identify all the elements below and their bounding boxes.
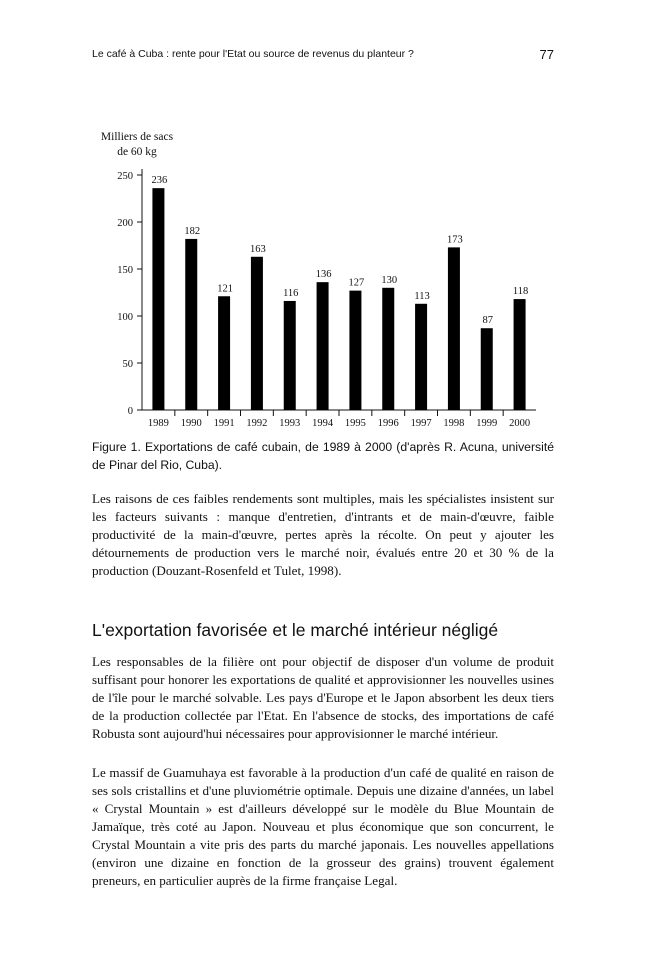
bar: [382, 288, 394, 410]
bar-value-label: 130: [381, 274, 398, 286]
bar: [481, 328, 493, 410]
bar: [448, 247, 460, 410]
x-tick-label: 1998: [443, 418, 465, 428]
x-tick-label: 1992: [246, 418, 268, 428]
bar-value-label: 236: [151, 175, 168, 187]
bar-value-label: 87: [482, 315, 493, 327]
x-tick-label: 1989: [147, 418, 169, 428]
y-tick-label: 250: [117, 171, 133, 182]
bar-value-label: 118: [512, 286, 529, 298]
x-tick-label: 1996: [377, 418, 399, 428]
figure-caption: Figure 1. Exportations de café cubain, de 1989 à 2000 (d'après R. Acuna, université de Pinar del Rio, Cuba).: [92, 440, 554, 472]
bar-value-label: 113: [414, 290, 430, 302]
bar: [514, 299, 526, 410]
x-tick-label: 2000: [509, 418, 531, 428]
y-tick-label: 200: [117, 218, 133, 229]
y-tick-label: 100: [117, 312, 133, 323]
bar: [349, 291, 361, 410]
bar-value-label: 163: [250, 243, 266, 255]
y-axis-label-line2: de 60 kg: [117, 146, 157, 158]
bar-value-label: 182: [184, 225, 201, 237]
paragraph-3: Le massif de Guamuhaya est favorable à la production d'un café de qualité en raison de ses sols cristallins et d'une pluviométrie optimale. Depuis une dizaine d'années, un label « Crystal Mountain » est d'ailleurs développé sur le modèle du Blue Mountain de Jamaïque, très coté au Japon. Nouveau et plus économique que son concurrent, le Crystal Mountain a vite pris des parts du marché japonais. Les nouvelles appellations (environ une dizaine en fonction de la grosseur des grains) trouvent également preneurs, en particulier auprès de la firme française Legal.: [92, 765, 554, 888]
x-tick-label: 1999: [476, 418, 498, 428]
x-tick-label: 1991: [213, 418, 235, 428]
x-tick-label: 1994: [312, 418, 334, 428]
bar: [251, 257, 263, 410]
x-tick-label: 1995: [344, 418, 366, 428]
y-tick-label: 0: [127, 406, 133, 417]
bar: [284, 301, 296, 410]
bar-value-label: 121: [217, 283, 233, 295]
bar-value-label: 116: [283, 287, 299, 299]
export-bar-chart: [92, 128, 552, 428]
y-axis-label-line1: Milliers de sacs: [100, 131, 174, 143]
bar-value-label: 127: [348, 277, 365, 289]
chart-plot-area: [117, 169, 536, 428]
bar: [152, 188, 164, 410]
bar-value-label: 173: [447, 234, 463, 246]
x-tick-label: 1997: [410, 418, 432, 428]
bar-value-label: 136: [315, 269, 332, 281]
x-tick-label: 1990: [180, 418, 202, 428]
paragraph-2: Les responsables de la filière ont pour objectif de disposer d'un volume de produit suffisant pour honorer les exportations de qualité et approvisionner les nouvelles usines de l'île pour le marché solvable. Les pays d'Europe et le Japon absorbent les deux tiers de la production collectée par l'Etat. En l'absence de stocks, des importations de café Robusta sont aujourd'hui nécessaires pour approvisionner le marché intérieur.: [92, 654, 554, 741]
section-heading: L'exportation favorisée et le marché intérieur négligé: [92, 620, 499, 640]
running-title: Le café à Cuba : rente pour l'Etat ou source de revenus du planteur ?: [92, 48, 414, 60]
y-tick-label: 150: [117, 265, 133, 276]
bar: [185, 239, 197, 410]
bar: [218, 296, 230, 410]
y-tick-label: 50: [122, 359, 133, 370]
page-number: 77: [539, 47, 554, 62]
x-tick-label: 1993: [279, 418, 301, 428]
bar: [317, 282, 329, 410]
paragraph-1: Les raisons de ces faibles rendements sont multiples, mais les spécialistes insistent sur les facteurs suivants : manque d'entretien, d'intrants et de main-d'œuvre, faible productivité de la main-d'œuvre, pertes après la récolte. On peut y ajouter les détournements de production vers le marché noir, évalués entre 20 et 30 % de la production (Douzant-Rosenfeld et Tulet, 1998).: [92, 491, 554, 578]
bar: [415, 304, 427, 410]
